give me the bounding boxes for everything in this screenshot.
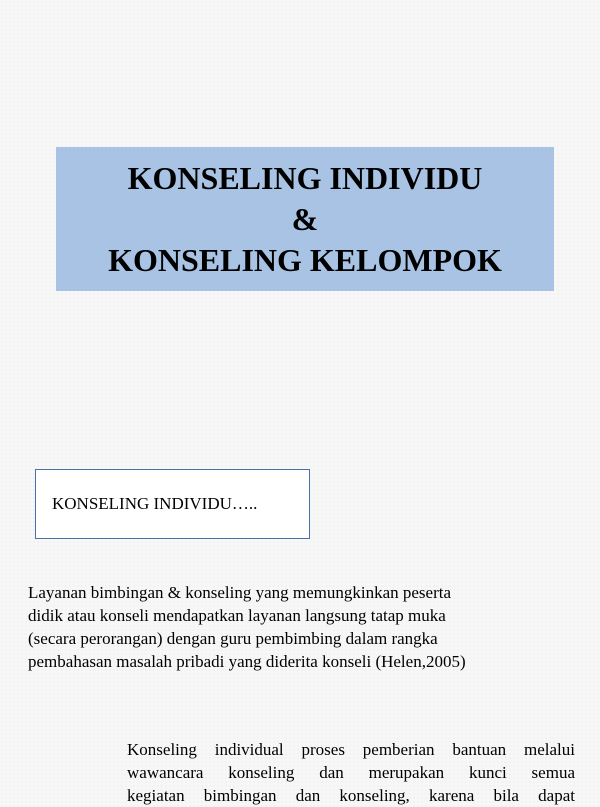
explanation-paragraph bbox=[127, 738, 575, 807]
paragraph-line: pembahasan masalah pribadi yang diderita konseli (Helen,2005) bbox=[28, 652, 466, 671]
paragraph-line: didik atau konseli mendapatkan layanan langsung tatap muka bbox=[28, 606, 446, 625]
section-heading-box bbox=[35, 469, 310, 539]
paragraph-line: Layanan bimbingan & konseling yang memungkinkan peserta bbox=[28, 583, 452, 602]
title-line-2: & bbox=[291, 200, 319, 237]
paragraph-line: (secara perorangan) dengan guru pembimbing dalam rangka bbox=[28, 629, 438, 648]
paragraph-line: wawancara konseling dan merupakan kunci semua bbox=[127, 763, 575, 782]
paragraph-line: Konseling individual proses pemberian bantuan melalui bbox=[127, 740, 575, 759]
title-line-3: KONSELING KELOMPOK bbox=[108, 241, 502, 278]
paragraph-line: kegiatan bimbingan dan konseling, karena bila dapat bbox=[127, 786, 575, 805]
title-box bbox=[56, 147, 554, 291]
title-line-1: KONSELING INDIVIDU bbox=[127, 159, 483, 196]
section-heading: KONSELING INDIVIDU….. bbox=[52, 494, 258, 513]
content-slide bbox=[0, 440, 600, 805]
definition-paragraph bbox=[28, 581, 568, 673]
